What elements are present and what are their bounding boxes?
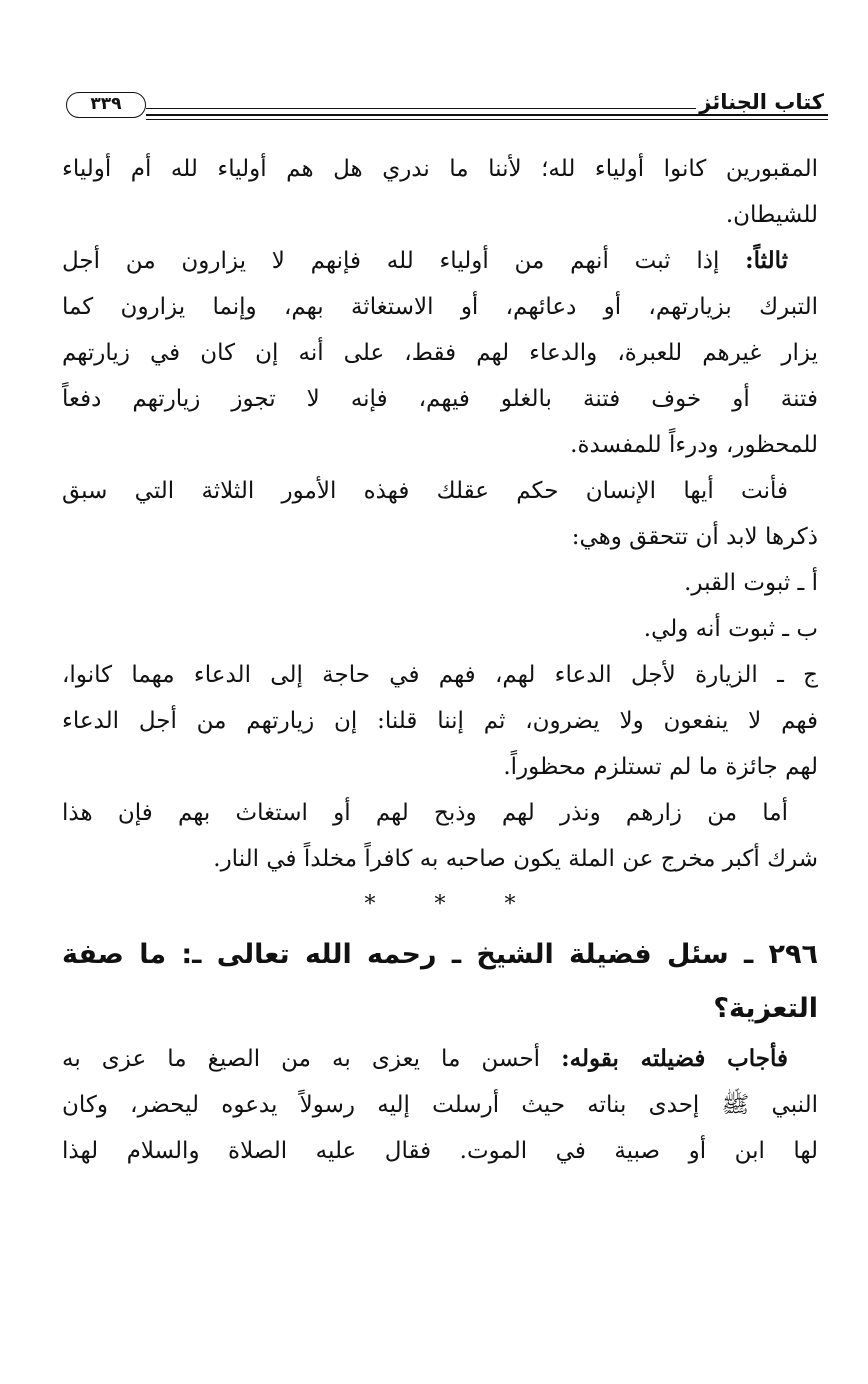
text-line: شرك أكبر مخرج عن الملة يكون صاحبه به كافراً مخلداً في النار. [213, 846, 818, 872]
header-rule-thick [146, 114, 828, 116]
text-line: التبرك بزيارتهم، أو دعائهم، أو الاستغاثة بهم، وإنما يزارون كما [62, 294, 818, 320]
text-line: لها ابن أو صبية في الموت. فقال عليه الصلاة والسلام لهذا [62, 1138, 818, 1164]
text-line: النبي ﷺ إحدى بناته حيث أرسلت إليه رسولاً يدعوه ليحضر، وكان [62, 1092, 818, 1118]
list-item: ب ـ ثبوت أنه ولي. [643, 616, 818, 642]
question-heading: التعزية؟ [713, 993, 818, 1024]
text-line: فتنة أو خوف فتنة بالغلو فيهم، فإنه لا تجوز زيارتهم دفعاً [62, 386, 818, 412]
text-fragment: إذا ثبت أنهم من أولياء لله فإنهم لا يزارون من أجل [62, 248, 746, 274]
text-line: فأنت أيها الإنسان حكم عقلك فهذه الأمور الثلاثة التي سبق [62, 478, 788, 504]
text-line [62, 1036, 818, 1082]
chapter-title: كتاب الجنائز [699, 90, 824, 114]
text-line: للمحظور، ودرءاً للمفسدة. [570, 432, 818, 458]
point-three-label: ثالثاً: [745, 247, 788, 274]
question-heading: ٢٩٦ ـ سئل فضيلة الشيخ ـ رحمه الله تعالى ـ: ما صفة [62, 939, 818, 970]
text-line [62, 238, 818, 284]
text-line: المقبورين كانوا أولياء لله؛ لأننا ما ندري هل هم أولياء لله أم أولياء [62, 156, 818, 182]
text-line: يزار غيرهم للعبرة، والدعاء لهم فقط، على أنه إن كان في زيارتهم [62, 340, 818, 366]
section-separator: * * * [364, 892, 542, 917]
text-fragment: أحسن ما يعزى به من الصيغ ما عزى به [62, 1046, 562, 1072]
text-line: أما من زارهم ونذر لهم وذبح لهم أو استغاث بهم فإن هذا [62, 800, 788, 826]
page-number: ٣٣٩ [66, 92, 146, 118]
running-header [62, 86, 828, 126]
text-line: ذكرها لابد أن تتحقق وهي: [571, 524, 818, 550]
list-item: ج ـ الزيارة لأجل الدعاء لهم، فهم في حاجة إلى الدعاء مهما كانوا، [62, 662, 818, 688]
page-body [62, 146, 818, 1174]
text-line: فهم لا ينفعون ولا يضرون، ثم إننا قلنا: إن زيارتهم من أجل الدعاء [62, 708, 818, 734]
answer-label: فأجاب فضيلته بقوله: [561, 1045, 788, 1072]
list-item: أ ـ ثبوت القبر. [684, 570, 818, 596]
text-line: لهم جائزة ما لم تستلزم محظوراً. [503, 754, 818, 780]
header-rule-bottom [146, 119, 828, 120]
header-rule-thin [146, 108, 696, 109]
text-line: للشيطان. [725, 202, 818, 228]
